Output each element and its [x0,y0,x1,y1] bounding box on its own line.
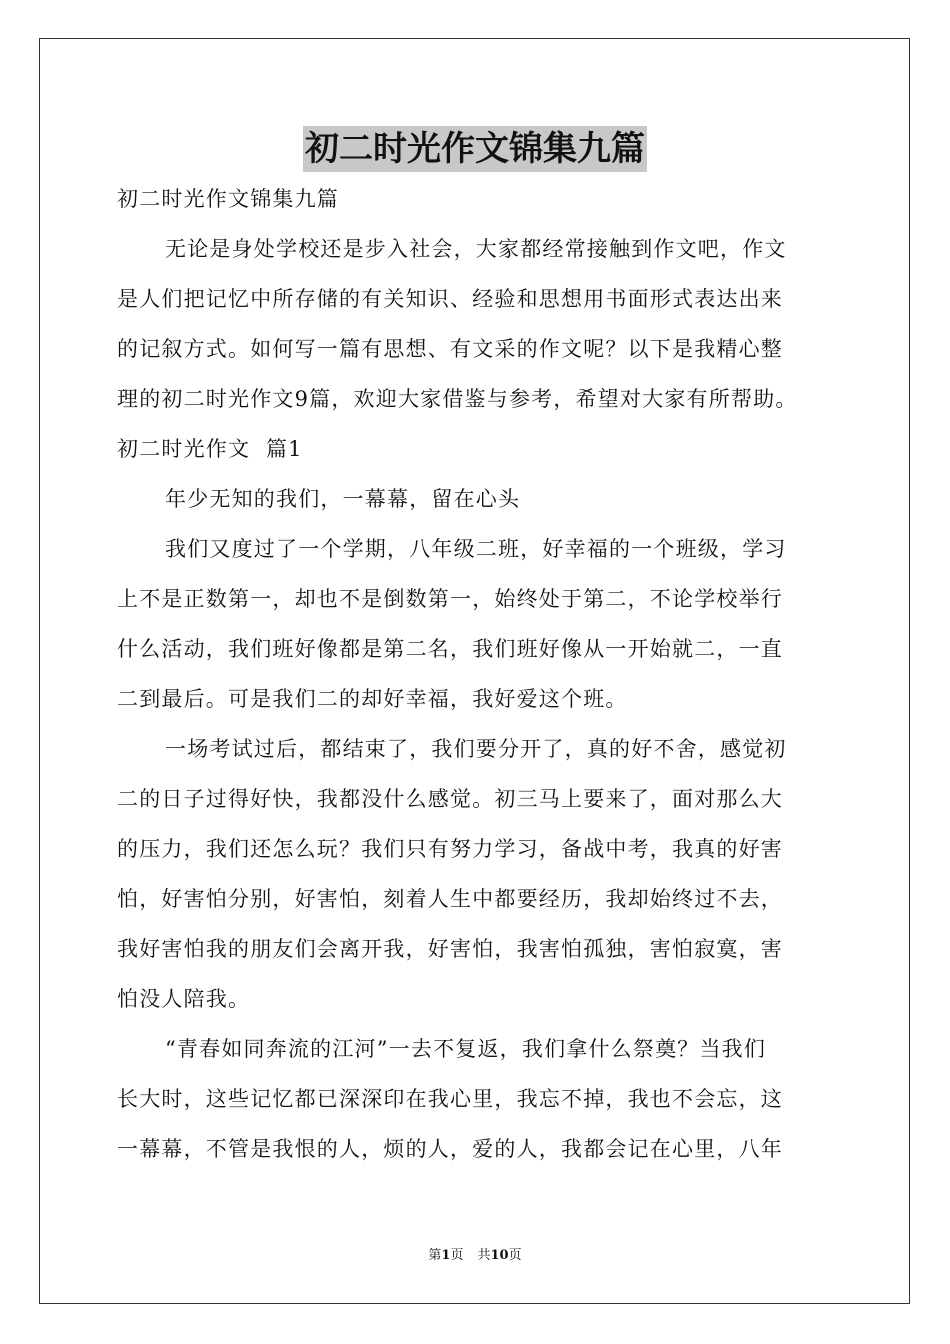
subtitle-line: 初二时光作文锦集九篇 [117,187,339,211]
total-suffix: 页 [508,1248,522,1263]
page-number: 1 [441,1248,451,1263]
page-prefix: 第 [428,1248,442,1263]
paragraph-line: 年少无知的我们，一幕幕，留在心头 [165,487,521,511]
paragraph-line: 是人们把记忆中所存储的有关知识、经验和思想用书面形式表达出来 [117,287,783,311]
paragraph-line: 我们又度过了一个学期，八年级二班，好幸福的一个班级，学习 [165,537,787,561]
paragraph-line: 一幕幕，不管是我恨的人，烦的人，爱的人，我都会记在心里，八年 [117,1137,783,1161]
paragraph-line: 理的初二时光作文9篇，欢迎大家借鉴与参考，希望对大家有所帮助。 [117,387,798,411]
page-suffix: 页 [450,1248,464,1263]
paragraph-line: “青春如同奔流的江河”一去不复返，我们拿什么祭奠？当我们 [165,1037,767,1061]
paragraph-line: 一场考试过后，都结束了，我们要分开了，真的好不舍，感觉初 [165,737,787,761]
paragraph-line: 的记叙方式。如何写一篇有思想、有文采的作文呢？以下是我精心整 [117,337,783,361]
paragraph-line: 上不是正数第一，却也不是倒数第一，始终处于第二，不论学校举行 [117,587,783,611]
paragraph-line: 我好害怕我的朋友们会离开我，好害怕，我害怕孤独，害怕寂寞，害 [117,937,783,961]
paragraph-line: 二的日子过得好快，我都没什么感觉。初三马上要来了，面对那么大 [117,787,783,811]
total-pages: 10 [490,1248,509,1263]
section-heading: 初二时光作文 篇1 [117,437,303,461]
paragraph-line: 无论是身处学校还是步入社会，大家都经常接触到作文吧，作文 [165,237,787,261]
paragraph-line: 怕没人陪我。 [117,987,251,1011]
paragraph-line: 长大时，这些记忆都已深深印在我心里，我忘不掉，我也不会忘，这 [117,1087,783,1111]
paragraph-line: 二到最后。可是我们二的却好幸福，我好爱这个班。 [117,687,628,711]
paragraph-line: 什么活动，我们班好像都是第二名，我们班好像从一开始就二，一直 [117,637,783,661]
document-title: 初二时光作文锦集九篇 [303,126,647,172]
total-prefix: 共 [477,1248,491,1263]
paragraph-line: 怕，好害怕分别，好害怕，刻着人生中都要经历，我却始终过不去， [117,887,783,911]
page-footer [0,1247,950,1265]
title-area [0,126,950,172]
document-body [117,174,837,1174]
paragraph-line: 的压力，我们还怎么玩？我们只有努力学习，备战中考，我真的好害 [117,837,783,861]
